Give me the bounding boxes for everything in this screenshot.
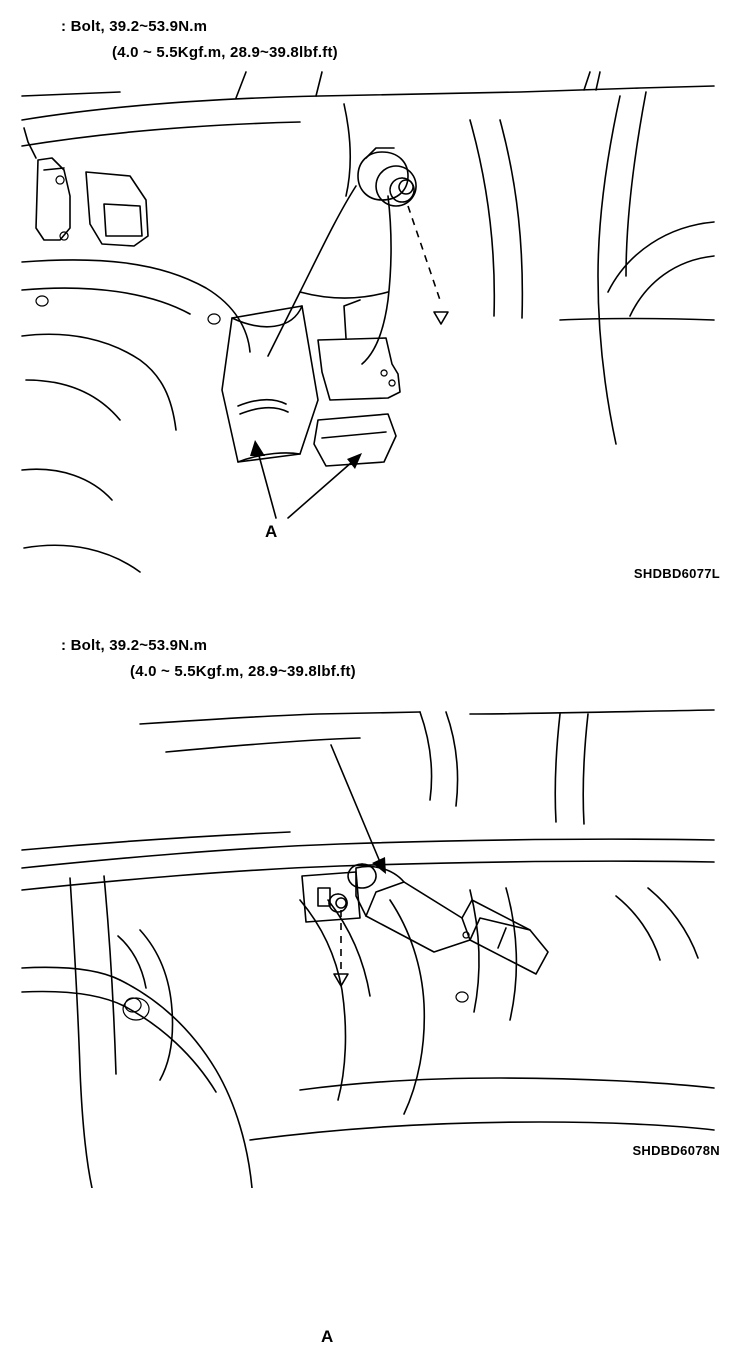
figure-1-line-art <box>0 0 736 600</box>
torque-note-line-2: (4.0 ~ 5.5Kgf.m, 28.9~39.8lbf.ft) <box>112 44 338 61</box>
figure-seat-belt-upper <box>0 0 736 600</box>
figure-2-line-art <box>0 600 736 1188</box>
figure-code: SHDBD6077L <box>633 566 720 581</box>
callout-label-a: A <box>265 522 278 541</box>
callout-label-a: A <box>321 1327 334 1346</box>
torque-note-line-1-text: : Bolt, 39.2~53.9N.m <box>61 18 208 35</box>
torque-note-line-1-text: : Bolt, 39.2~53.9N.m <box>61 637 208 654</box>
figure-seat-belt-lower <box>0 600 736 1346</box>
torque-note-line-2: (4.0 ~ 5.5Kgf.m, 28.9~39.8lbf.ft) <box>130 663 356 680</box>
figure-code: SHDBD6078N <box>632 1143 720 1158</box>
